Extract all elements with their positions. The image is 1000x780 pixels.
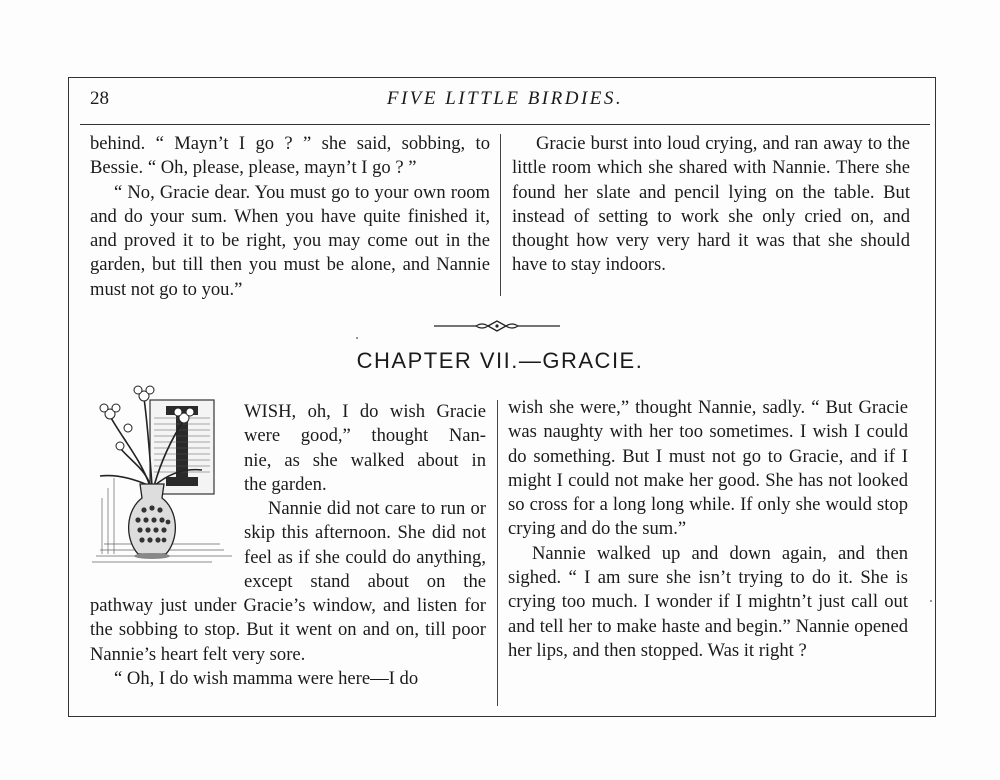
bottom-left-text [90,497,486,691]
speck [930,600,932,602]
dropcap-wrapped-lines [244,400,486,497]
speck [356,337,358,339]
dropcap-float [90,497,244,594]
text-line: nie, as she walked about in [244,449,486,471]
page-number: 28 [90,88,109,109]
paragraph: Nannie walked up and down again, and then sighed. “ I am sure she isn’t trying to do it. She is crying too much. I wonder if I mightn’t just call out and tell her to make haste and begin.” Nannie opened her lips, and then stopped. Was it right ? [508,542,908,661]
paragraph: behind. “ Mayn’t I go ? ” she said, sobbing, to Bessie. “ Oh, please, please, mayn’t I go ? ” [90,133,490,179]
ornament-divider [432,316,562,336]
text-line: WISH, oh, I do wish Gracie [244,401,486,422]
chapter-heading: CHAPTER VII.—GRACIE. [356,348,644,373]
text-line: the garden. [244,473,327,495]
text-line: were good,” thought Nan- [244,425,486,447]
paragraph: “ Oh, I do wish mamma were here—I do [114,668,419,690]
top-left-column [90,132,490,302]
page-header [80,88,930,124]
top-right-column [512,132,910,278]
header-rule [80,124,930,125]
paragraph: wish she were,” thought Nannie, sadly. “ But Gracie was naughty with her too sometimes. I wish I could do something. But I must not go to Gracie, and if I might I could not make her good. She has not looked so cross for a long long while. If only she would stop crying and do the sum.” [508,397,908,540]
paragraph: Nannie did not care to run or skip this afternoon. She did not feel as if she could do anything, except stand about on the pathway just under Gracie’s window, and listen for the sobbing to stop. But it went on and on, till poor Nannie’s heart felt very sore. [90,498,486,665]
paragraph: Gracie burst into loud crying, and ran away to the little room which she shared with Nannie. There she found her slate and pencil lying on the table. But instead of setting to work she only cried on, and thought how very very hard it was that she should have to stay indoors. [512,133,910,276]
bottom-right-column [508,396,908,663]
column-divider [497,400,498,706]
paragraph: “ No, Gracie dear. You must go to your own room and do your sum. When you have quite finished it, and proved it to be right, you may come out in the garden, but till then you must be alone, and Nannie must not go to you.” [90,181,490,300]
column-divider [500,134,501,296]
running-title: FIVE LITTLE BIRDIES. [386,88,624,109]
